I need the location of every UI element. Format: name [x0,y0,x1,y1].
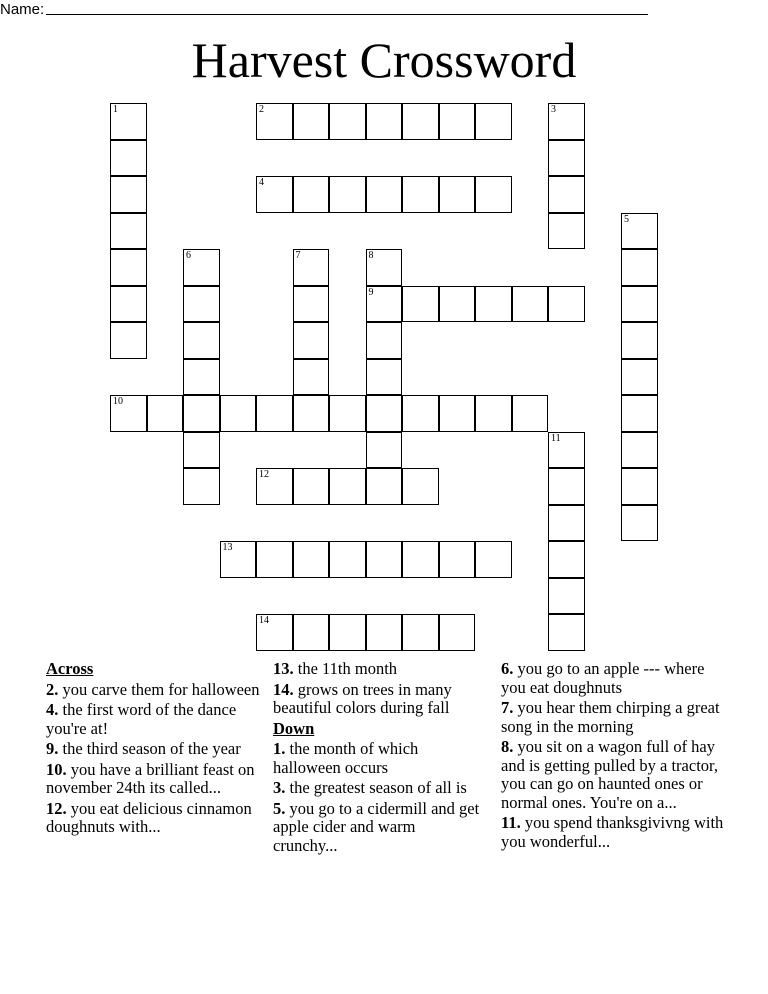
crossword-cell[interactable] [293,103,330,140]
clue-number-label: 9 [368,286,374,298]
clue-number-label: 1 [113,104,118,115]
crossword-cell[interactable] [183,286,220,323]
crossword-cell[interactable] [621,322,658,359]
crossword-cell[interactable] [366,614,403,651]
clue-number: 6. [501,659,514,678]
crossword-cell[interactable] [439,395,476,432]
crossword-cell[interactable] [256,395,293,432]
clue-across-14 [273,681,483,718]
crossword-cell[interactable] [220,395,257,432]
crossword-cell[interactable] [256,614,293,651]
crossword-cell[interactable] [293,322,330,359]
crossword-cell[interactable] [110,213,147,250]
crossword-cell[interactable] [402,176,439,213]
crossword-cell[interactable] [621,395,658,432]
crossword-cell[interactable] [329,614,366,651]
clues-column-1 [46,660,261,839]
crossword-cell[interactable] [183,322,220,359]
clue-down-7 [501,699,727,736]
crossword-cell[interactable] [329,176,366,213]
crossword-cell[interactable] [293,468,330,505]
crossword-cell[interactable] [256,176,293,213]
crossword-cell[interactable] [548,578,585,615]
clue-text: the 11th month [293,659,398,678]
clue-text: you go to an apple --- where you eat doughnuts [501,659,705,697]
crossword-cell[interactable] [475,395,512,432]
crossword-cell[interactable] [475,103,512,140]
clue-number-label: 6 [186,250,191,261]
clue-text: grows on trees in many beautiful colors during fall [273,679,452,717]
crossword-cell[interactable] [110,249,147,286]
clue-number-label: 5 [624,213,629,225]
crossword-cell[interactable] [256,103,293,140]
crossword-cell[interactable] [621,286,658,323]
crossword-cell[interactable] [475,176,512,213]
crossword-cell[interactable] [110,140,147,177]
crossword-cell[interactable] [439,541,476,578]
clue-number-label: 7 [295,250,301,261]
crossword-cell[interactable] [621,468,658,505]
clue-number-label: 10 [113,396,123,407]
clue-number-label: 8 [368,250,374,261]
crossword-cell[interactable] [621,432,658,469]
clue-across-2 [46,681,261,700]
clue-text: the third season of the year [58,739,241,758]
crossword-cell[interactable] [366,286,403,323]
clues-column-2 [273,660,483,857]
crossword-cell[interactable] [512,286,549,323]
crossword-cell[interactable] [183,359,220,396]
clue-number: 1. [273,739,286,758]
clue-text: the month of which halloween occurs [273,739,419,777]
clue-across-12 [46,800,261,837]
crossword-cell[interactable] [366,432,403,469]
clue-down-6 [501,660,727,697]
clue-number: 2. [46,679,59,699]
crossword-cell[interactable] [475,286,512,323]
crossword-cell[interactable] [366,322,403,359]
crossword-cell[interactable] [256,541,293,578]
clue-text: you have a brilliant feast on november 24th its called... [46,759,255,797]
clue-across-13 [273,660,483,679]
crossword-cell[interactable] [293,541,330,578]
crossword-cell[interactable] [548,468,585,505]
crossword-cell[interactable] [293,249,330,286]
crossword-cell[interactable] [366,359,403,396]
crossword-cell[interactable] [439,286,476,323]
crossword-cell[interactable] [293,395,330,432]
crossword-cell[interactable] [402,286,439,323]
crossword-cell[interactable] [512,395,549,432]
crossword-cell[interactable] [183,249,220,286]
crossword-cell[interactable] [366,541,403,578]
clue-text: the greatest season of all is [285,778,467,797]
crossword-cell[interactable] [366,395,403,432]
crossword-cell[interactable] [220,541,257,578]
clue-number-label: 11 [551,432,561,444]
clue-down-11 [501,814,727,851]
crossword-cell[interactable] [439,614,476,651]
crossword-cell[interactable] [110,103,147,140]
crossword-cell[interactable] [621,359,658,396]
clue-number-label: 2 [259,104,264,115]
clue-across-9 [46,740,261,759]
clue-number: 8. [501,737,514,756]
crossword-cell[interactable] [329,103,366,140]
clue-number: 14. [273,679,294,699]
crossword-cell[interactable] [402,468,439,505]
crossword-cell[interactable] [366,103,403,140]
crossword-cell[interactable] [621,213,658,250]
clue-number-label: 12 [259,469,269,480]
crossword-cell[interactable] [329,541,366,578]
crossword-cell[interactable] [548,541,585,578]
clue-number: 4. [46,700,59,719]
clue-across-4 [46,701,261,738]
clue-text: you spend thanksgivivng with you wonderful... [501,813,724,851]
clue-number-label: 3 [551,104,556,115]
crossword-cell[interactable] [256,468,293,505]
crossword-cell[interactable] [110,322,147,359]
crossword-cell[interactable] [110,286,147,323]
across-heading: Across [46,659,94,678]
crossword-cell[interactable] [329,395,366,432]
crossword-cell[interactable] [147,395,184,432]
crossword-cell[interactable] [621,505,658,542]
clue-number: 9. [46,739,59,758]
crossword-cell[interactable] [548,614,585,651]
crossword-cell[interactable] [329,468,366,505]
clue-number-label: 13 [222,542,233,553]
clue-across-10 [46,761,261,798]
clue-text: the first word of the dance you're at! [46,700,237,738]
clue-number: 11. [501,813,521,832]
crossword-cell[interactable] [183,432,220,469]
clue-number: 12. [46,798,67,818]
crossword-cell[interactable] [402,103,439,140]
crossword-cell[interactable] [402,614,439,651]
clue-number: 3. [273,778,286,797]
clue-text: you go to a cidermill and get apple cider and warm crunchy... [273,798,480,855]
page-title: Harvest Crossword [191,32,577,88]
crossword-cell[interactable] [293,359,330,396]
crossword-cell[interactable] [293,614,330,651]
crossword-cell[interactable] [110,176,147,213]
crossword-cell[interactable] [183,468,220,505]
crossword-cell[interactable] [548,140,585,177]
crossword-cell[interactable] [402,541,439,578]
crossword-cell[interactable] [110,395,147,432]
crossword-cell[interactable] [183,395,220,432]
clue-down-5 [273,800,483,856]
crossword-cell[interactable] [548,286,585,323]
clue-number-label: 4 [259,177,264,188]
crossword-cell[interactable] [439,103,476,140]
crossword-cell[interactable] [402,395,439,432]
clue-number: 5. [273,798,286,818]
clue-text: you hear them chirping a great song in the morning [501,698,720,736]
crossword-cell[interactable] [548,176,585,213]
clues-column-3 [501,660,727,853]
crossword-cell[interactable] [439,176,476,213]
crossword-cell[interactable] [548,432,585,469]
crossword-cell[interactable] [366,176,403,213]
clue-number-label: 14 [259,615,269,626]
crossword-cell[interactable] [366,468,403,505]
crossword-cell[interactable] [548,213,585,250]
clue-text: you eat delicious cinnamon doughnuts with... [46,798,252,836]
clue-number: 13. [273,659,294,678]
crossword-cell[interactable] [366,249,403,286]
crossword-cell[interactable] [293,286,330,323]
clue-number: 10. [46,759,67,779]
clue-text: you carve them for halloween [58,679,260,699]
clue-down-8 [501,738,727,812]
clue-number: 7. [501,698,514,717]
clue-text: you sit on a wagon full of hay and is getting pulled by a tractor, you can go on haunted ones or normal ones. You're on a... [501,737,718,812]
down-heading: Down [273,718,315,738]
crossword-cell[interactable] [548,103,585,140]
crossword-cell[interactable] [475,541,512,578]
crossword-cell[interactable] [293,176,330,213]
name-label: Name: [0,1,45,18]
clue-down-1 [273,740,483,777]
crossword-cell[interactable] [548,505,585,542]
clue-down-3 [273,779,483,798]
crossword-cell[interactable] [621,249,658,286]
